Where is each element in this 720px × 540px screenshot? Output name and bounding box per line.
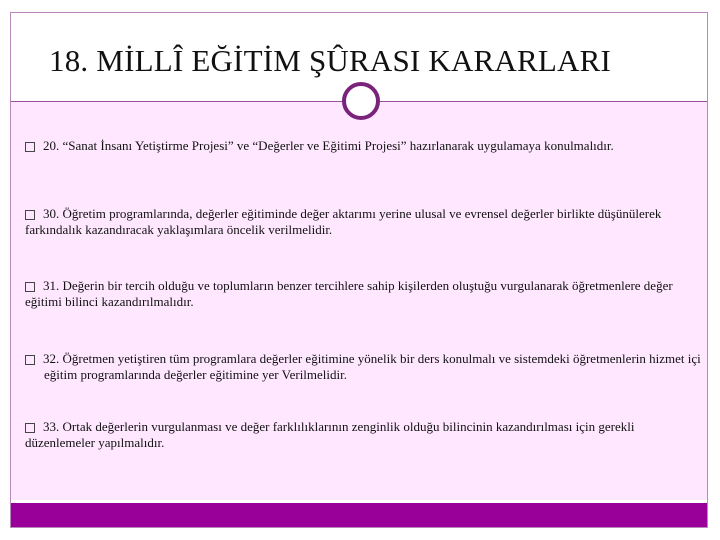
- list-item-text: 33. Ortak değerlerin vurgulanması ve değer farklılıklarının zenginlik olduğu bilincinin kazandırılması için gerekli düzenlemeler yapılmalıdır.: [25, 419, 635, 450]
- slide-title: 18. MİLLÎ EĞİTİM ŞÛRASI KARARLARI: [49, 43, 611, 78]
- list-item-text: 31. Değerin bir tercih olduğu ve toplumların benzer tercihlere sahip kişilerden oluştuğu vurgulanarak öğretmenlere değer eğitimi bilinci kazandırılmalıdır.: [25, 278, 673, 309]
- bullet-box-icon: [25, 423, 35, 433]
- list-item: [25, 206, 685, 238]
- list-item: [25, 419, 685, 451]
- slide-frame: [10, 12, 708, 528]
- bullet-box-icon: [25, 210, 35, 220]
- list-item: [25, 351, 704, 383]
- content-area: [11, 102, 707, 500]
- bullet-box-icon: [25, 282, 35, 292]
- bullet-box-icon: [25, 142, 35, 152]
- bullet-box-icon: [25, 355, 35, 365]
- circle-ornament-icon: [342, 82, 380, 120]
- bottom-accent-bar: [11, 503, 707, 527]
- list-item: [25, 278, 685, 310]
- list-item-text: 30. Öğretim programlarında, değerler eğitiminde değer aktarımı yerine ulusal ve evrensel değerler birlikte düşünülerek farkındalık kazandıracak yaklaşımlara öncelik verilmelidir.: [25, 206, 662, 237]
- list-item: [25, 138, 704, 154]
- list-item-text: 32. Öğretmen yetiştiren tüm programlara değerler eğitimine yönelik bir ders konulmalı ve sistemdeki öğretmenlerin hizmet içi eğitim programlarında değerler eğitimine yer Verilmelidir.: [43, 351, 701, 382]
- list-item-text: 20. “Sanat İnsanı Yetiştirme Projesi” ve “Değerler ve Eğitimi Projesi” hazırlanarak uygulamaya konulmalıdır.: [43, 138, 614, 153]
